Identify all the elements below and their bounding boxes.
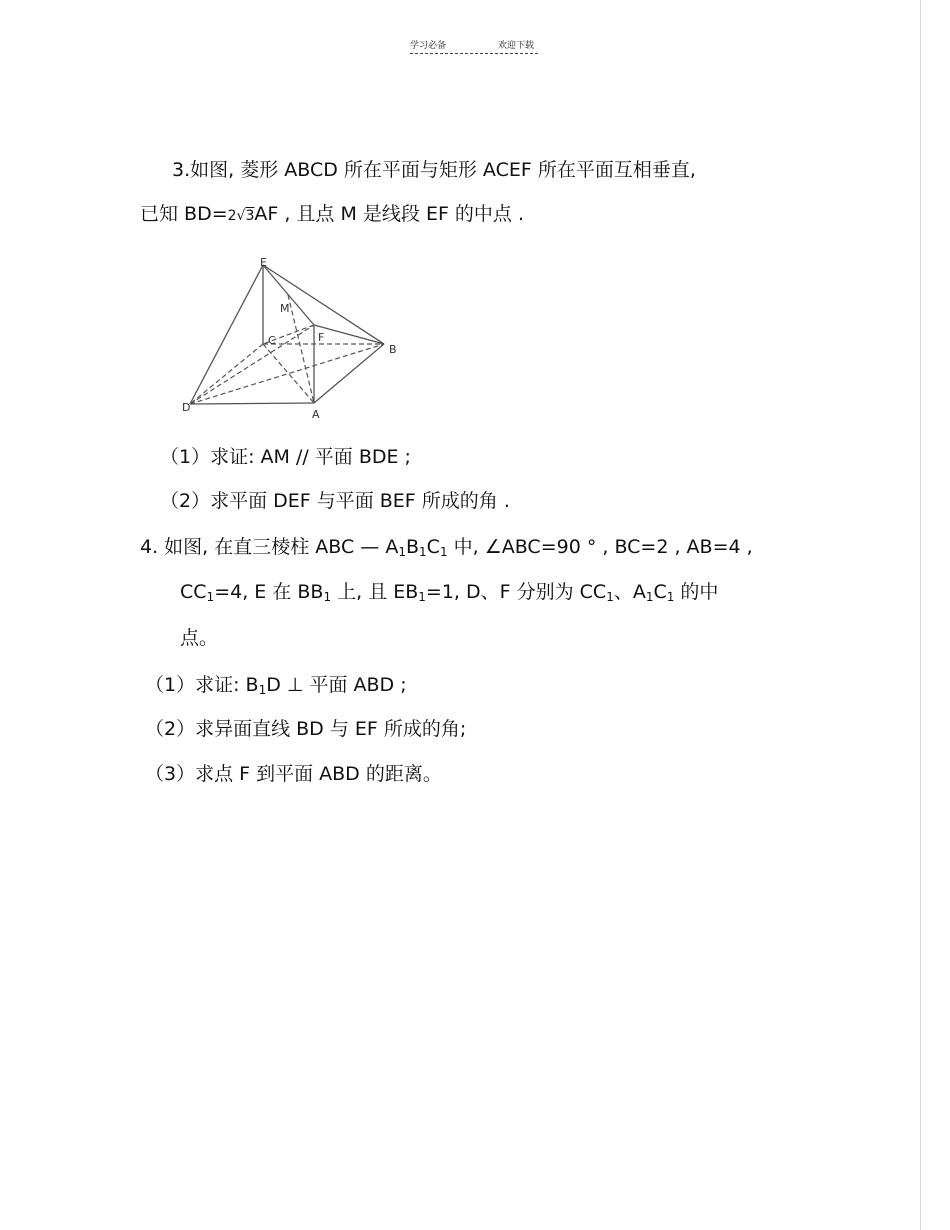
problem4-q2: （2）求异面直线 BD 与 EF 所成的角; (145, 718, 467, 740)
p4l2-sub4: 1 (606, 590, 614, 604)
edge-DB-dashed (190, 344, 384, 404)
p4l2-f: C (653, 581, 667, 603)
p4q1-a: （1）求证: B (145, 674, 259, 696)
header-rule (410, 53, 538, 54)
p4l2-c: 上, 且 EB (331, 581, 419, 603)
edge-AB (314, 344, 384, 403)
p4l1-b: B (405, 536, 420, 558)
label-M: M (280, 302, 290, 315)
p4l1-sub3: 1 (439, 545, 448, 559)
p4l2-b: =4, E 在 BB (214, 581, 324, 603)
problem3-q1: （1）求证: AM // 平面 BDE ; (160, 446, 411, 468)
edge-MA-dashed (288, 295, 314, 403)
geometry-figure (180, 252, 410, 427)
problem4-line3: 点。 (180, 627, 219, 649)
sqrt-coef: 2 (227, 208, 237, 224)
problem4-line1 (140, 535, 753, 564)
problem3-line1: 3.如图, 菱形 ABCD 所在平面与矩形 ACEF 所在平面互相垂直, (172, 159, 696, 181)
label-E: E (260, 256, 267, 269)
problem4-q3: （3）求点 F 到平面 ABD 的距离。 (145, 763, 442, 785)
page-header (410, 38, 535, 51)
sqrt-radicand: 3 (245, 208, 255, 224)
problem4-line2 (180, 580, 718, 609)
p4l2-sub2: 1 (323, 590, 332, 604)
p4q1-b: D ⊥ 平面 ABD ; (266, 674, 407, 696)
header-left: 学习必备 (410, 41, 447, 51)
p4l2-sub5: 1 (645, 590, 654, 604)
p4l2-a: CC (180, 581, 207, 603)
p4l1-a: 4. 如图, 在直三棱柱 ABC — A (140, 536, 399, 558)
header-right: 欢迎下载 (498, 41, 535, 51)
p4l1-sub2: 1 (419, 545, 427, 559)
sqrt-expression: 2√3 (227, 208, 255, 224)
p4l1-c: C (426, 536, 440, 558)
label-A: A (312, 408, 320, 421)
edge-FB (314, 325, 384, 344)
p4l1-sub1: 1 (398, 545, 406, 559)
p4l2-e: 、A (613, 581, 646, 603)
edge-ED (190, 265, 263, 404)
label-F: F (318, 331, 325, 344)
p4l2-sub1: 1 (206, 590, 215, 604)
problem3-line2-pre: 已知 BD= (140, 203, 228, 225)
p4l1-d: 中, ∠ABC=90 ° , BC=2 , AB=4 , (447, 536, 753, 558)
edge-CD-dashed (190, 344, 263, 404)
label-D: D (182, 401, 191, 414)
p4l2-sub6: 1 (666, 590, 675, 604)
problem3-line2 (140, 202, 524, 228)
p4l2-d: =1, D、F 分别为 CC (425, 581, 607, 603)
problem3-line2-post: AF , 且点 M 是线段 EF 的中点 . (254, 203, 524, 225)
p4l2-sub3: 1 (418, 590, 426, 604)
p4q1-sub: 1 (258, 683, 267, 697)
label-C: C (268, 334, 276, 347)
edge-DA (190, 403, 314, 404)
page-edge (920, 0, 921, 1230)
problem4-q1 (145, 673, 407, 702)
edge-DF-dashed (190, 325, 314, 404)
problem3-q2: （2）求平面 DEF 与平面 BEF 所成的角 . (160, 490, 510, 512)
p4l2-g: 的中 (674, 581, 719, 603)
label-B: B (389, 343, 397, 356)
